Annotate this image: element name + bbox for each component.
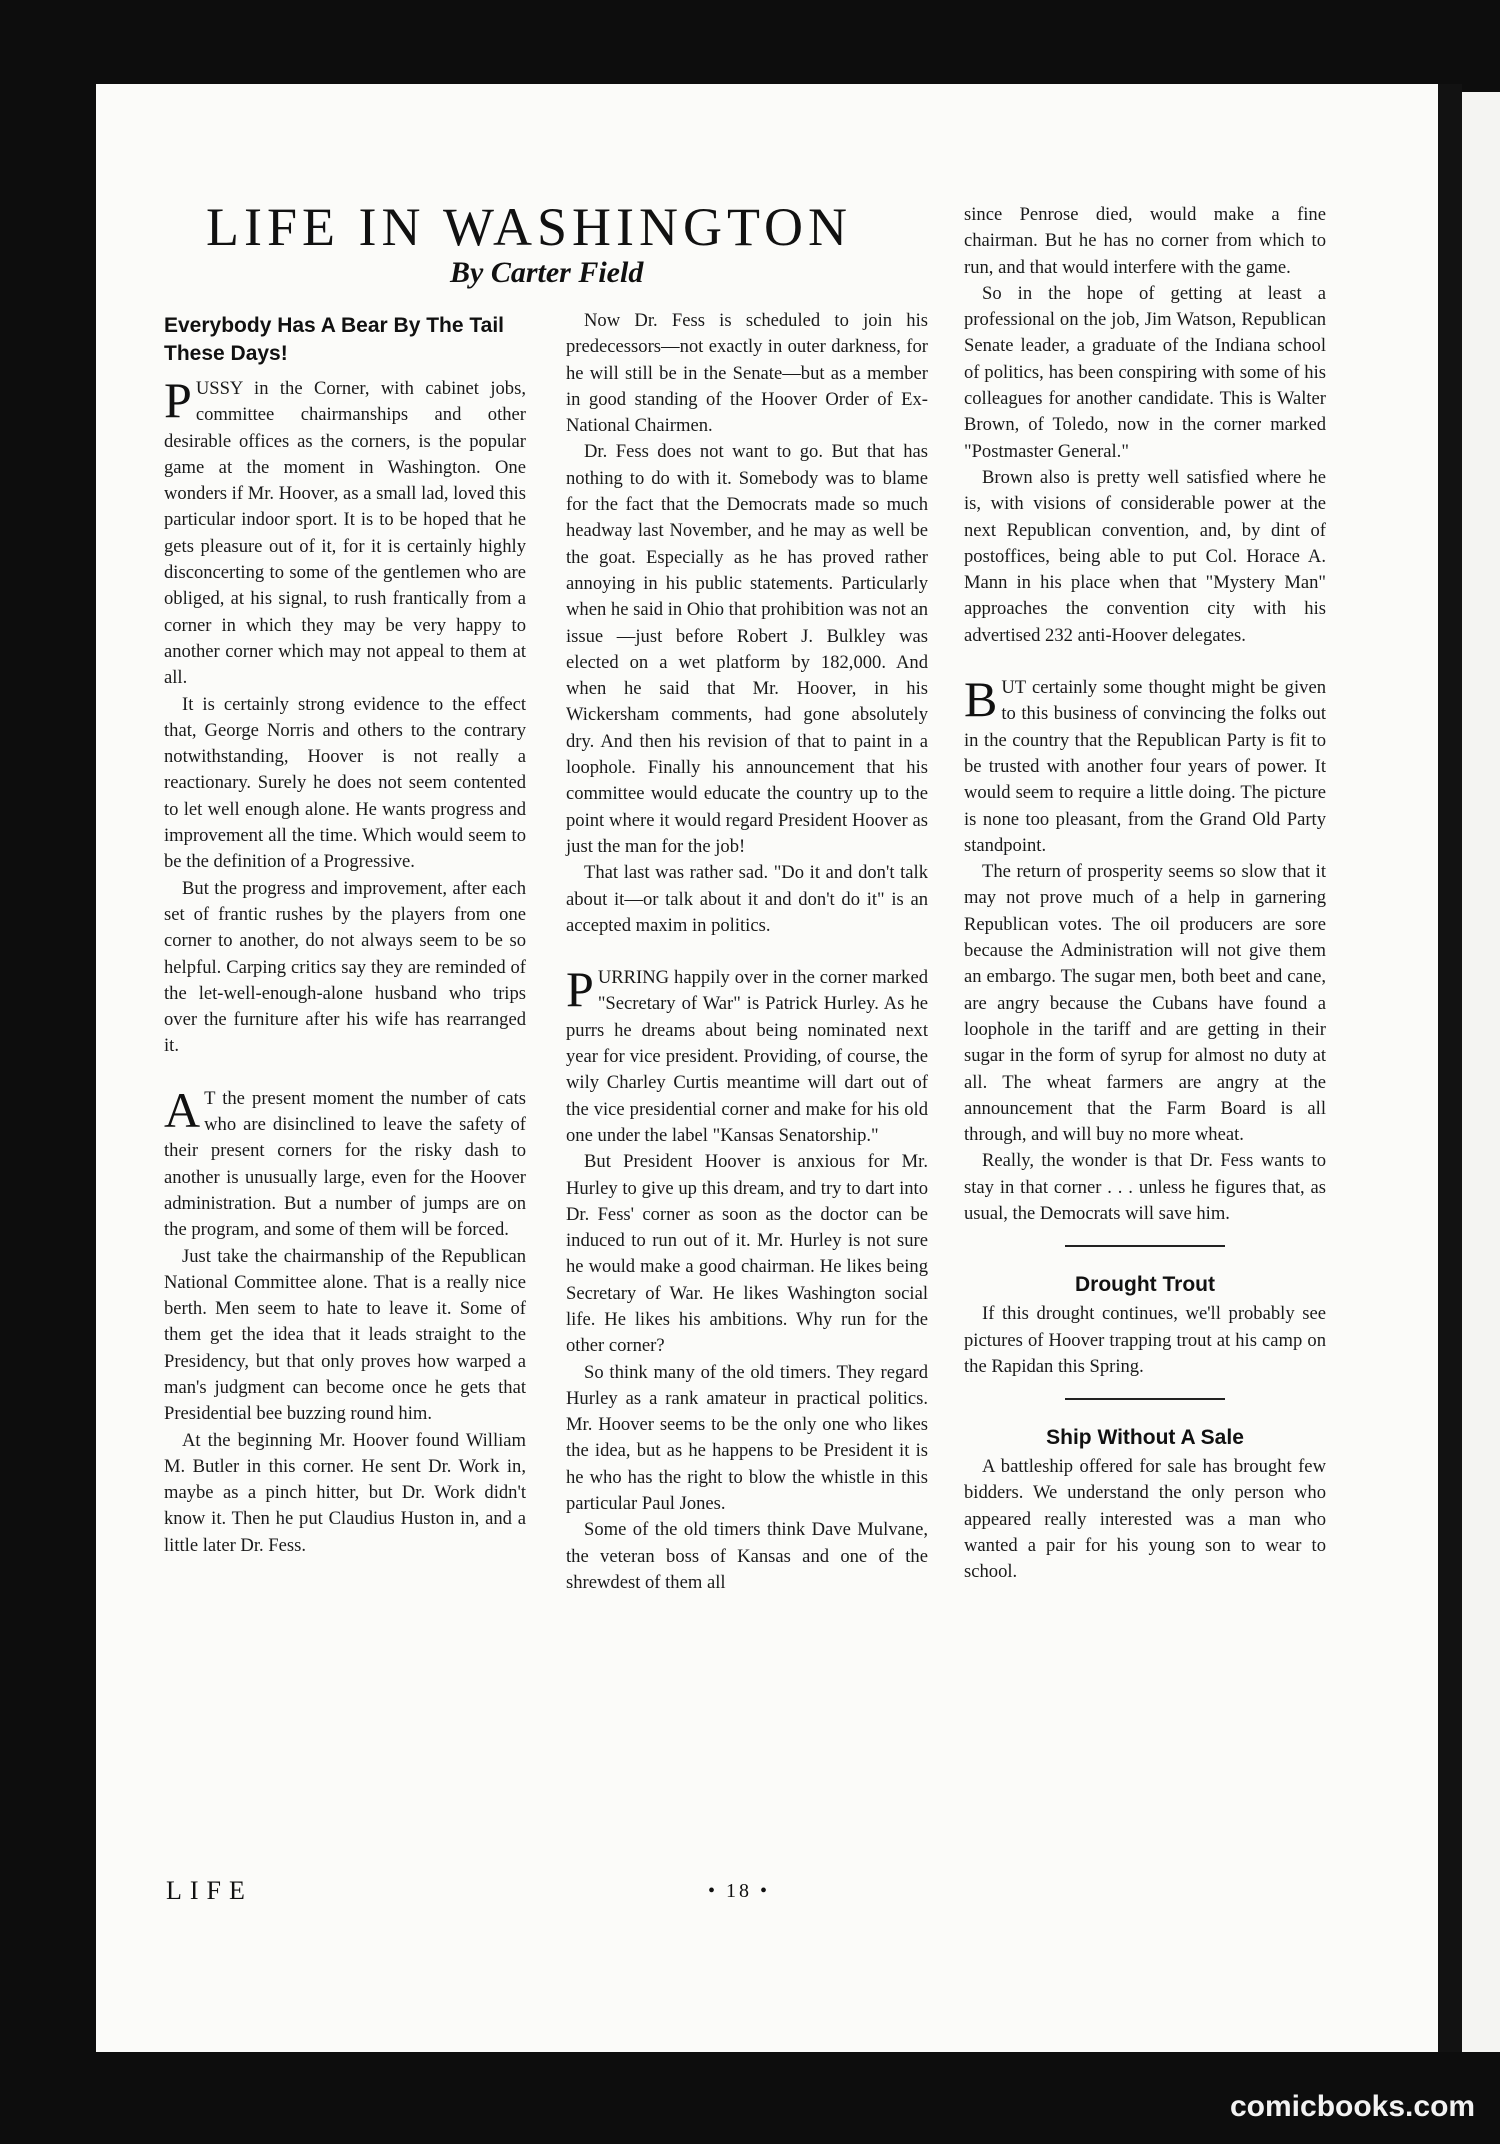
article-paragraph [566,961,928,1149]
article-paragraph [164,1428,526,1559]
article-byline: By Carter Field [450,256,644,289]
paragraph-text: Dr. Fess does not want to go. But that has nothing to do with it. Somebody was to blame for the fact that the Democrats made so much headway last November, and he may as well be the goat. Especially as he has proved rather annoying in his public statements. Particularly when he said in Ohio that prohibition was not an issue —just before Robert J. Bulkley was elected on a wet platform by 182,000. And when he said that Mr. Hoover, in his Wickersham comments, had gone absolutely dry. And then his revision of that to paint in a loophole. Finally his announcement that his committee would educate the country up to the point where it would regard President Hoover as just the man for the job! [566,441,929,857]
drop-cap: B [964,671,998,728]
column-3-text [964,202,1326,1227]
paragraph-text: Now Dr. Fess is scheduled to join his predecessors—not exactly in outer darkness, for he will still be in the Senate—but as a member in good standing of the Hoover Order of Ex-National Chairmen. [566,310,928,437]
article-paragraph [566,308,928,439]
paragraph-text: T the present moment the number of cats who are disinclined to leave the safety of their present corners for the risky dash to another is unusually large, even for the Hoover administration. But a number of jumps are on the program, and some of them will be forced. [164,1087,526,1241]
column-3 [964,202,1326,1586]
article-paragraph [164,692,526,876]
paragraph-text: So in the hope of getting at least a professional on the job, Jim Watson, Republican Senate leader, a graduate of the Indiana school of politics, has been conspiring with some of his colleagues for another candidate. This is Walter Brown, of Toledo, now in the corner marked "Postmaster General." [964,282,1326,462]
paragraph-text: So think many of the old timers. They regard Hurley as a rank amateur in practical politics. Mr. Hoover seems to be the only one who likes the idea, but as he happens to be President it is he who has the right to blow the whistle in this particular Paul Jones. [566,1361,928,1515]
column-2 [566,308,928,1596]
paragraph-text: The return of prosperity seems so slow that it may not prove much of a help in garnering Republican votes. The oil producers are sore because the Administration will not give them an embargo. The sugar men, both beet and cane, are angry because the Cubans have found a loophole in the tariff and are getting in their sugar in the form of syrup for almost no duty at all. The wheat farmers are angry at the announcement that the Farm Board is all through, and will buy no more wheat. [964,861,1326,1146]
article-paragraph [164,1081,526,1244]
paragraph-text: since Penrose died, would make a fine chairman. But he has no corner from which to run, and that would interfere with the game. [964,204,1326,278]
article-paragraph [964,202,1326,281]
paragraph-text: But the progress and improvement, after each set of frantic rushes by the players from one corner to another, do not always seem to be so helpful. Carping critics say they are reminded of the let-well-enough-alone husband who trips over the furniture after his wife has rearranged it. [164,877,526,1057]
page-gutter [1438,84,1462,2052]
sidebar-drought-trout [964,1271,1326,1380]
paragraph-text: USSY in the Corner, with cabinet jobs, committee chairmanships and other desirable offices as the corners, is the popular game at the moment in Washington. One wonders if Mr. Hoover, as a small lad, loved this particular indoor sport. It is to be hoped that he gets pleasure out of it, for it is certainly highly disconcerting to some of the gentlemen who are obliged, at his signal, to rush frantically from a corner in which they may be very happy to another corner which may not appeal to them at all. [164,378,526,689]
column-1-text [164,372,526,1559]
paragraph-text: Really, the wonder is that Dr. Fess wants to stay in that corner . . . unless he figures that, as usual, the Democrats will save him. [964,1150,1326,1224]
section-heading: Everybody Has A Bear By The Tail These Days! [164,314,505,365]
adjacent-page-edge [1462,92,1500,2052]
article-paragraph [964,1148,1326,1227]
sidebar-heading: Ship Without A Sale [1046,1426,1244,1450]
column-1 [164,312,526,1559]
article-paragraph [164,1244,526,1428]
sidebar-ship-without-a-sale [964,1424,1326,1585]
article-paragraph [566,1517,928,1596]
sidebar-heading: Drought Trout [1075,1273,1215,1297]
article-paragraph [566,1149,928,1359]
article-paragraph [964,671,1326,859]
article-paragraph [964,465,1326,649]
watermark: comicbooks.com [1230,2090,1476,2123]
article-paragraph [566,439,928,860]
paragraph-text: It is certainly strong evidence to the effect that, George Norris and others to the contrary notwithstanding, Hoover is not really a reactionary. Surely he does not seem contented to let well enough alone. He wants progress and improvement all the time. Which would seem to be the definition of a Progressive. [164,693,526,873]
paragraph-text: At the beginning Mr. Hoover found William M. Butler in this corner. He sent Dr. Work in, maybe as a pinch hitter, but Dr. Work didn't know it. Then he put Claudius Huston in, and a little later Dr. Fess. [164,1429,526,1556]
magazine-page [96,84,1438,2052]
paragraph-text: URRING happily over in the corner marked "Secretary of War" is Patrick Hurley. As he purrs he dreams about being nominated next year for vice president. Providing, of course, the wily Charley Curtis meantime will dart out of the vice presidential corner and make for his old one under the label "Kansas Senatorship." [566,967,928,1146]
paragraph-text: Brown also is pretty well satisfied where he is, with visions of considerable power at the next Republican convention, and, by dint of postoffices, being able to put Col. Horace A. Mann in his place when that "Mystery Man" approaches the convention city with his advertised 232 anti-Hoover delegates. [964,466,1326,646]
column-2-text [566,308,928,1596]
article-paragraph [566,860,928,939]
sidebar-body: A battleship offered for sale has brought few bidders. We understand the only person who appeared really interested was a man who wanted a pair for his young son to wear to school. [964,1456,1326,1583]
article-paragraph [164,372,526,692]
article-paragraph [566,1360,928,1518]
footer-magazine-name: LIFE [166,1876,253,1905]
sidebar-rule [1065,1398,1225,1400]
sidebar-body: If this drought continues, we'll probably see pictures of Hoover trapping trout at his camp on the Rapidan this Spring. [964,1303,1326,1377]
drop-cap: P [566,961,594,1018]
paragraph-text: That last was rather sad. "Do it and don't talk about it—or talk about it and don't do it" is an accepted maxim in politics. [566,862,928,936]
page-number: • 18 • [708,1880,771,1902]
paragraph-text: Some of the old timers think Dave Mulvane, the veteran boss of Kansas and one of the shrewdest of them all [566,1519,928,1593]
article-paragraph [164,876,526,1060]
paragraph-text: But President Hoover is anxious for Mr. Hurley to give up this dream, and try to dart into Dr. Fess' corner as soon as the doctor can be induced to run out of it. Mr. Hurley is not sure he would make a good chairman. He likes being Secretary of War. He likes Washington social life. He likes his ambitions. Why run for the other corner? [566,1151,928,1357]
sidebar-rule [1065,1245,1225,1247]
paragraph-text: UT certainly some thought might be given to this business of convincing the folks out in the country that the Republican Party is fit to be trusted with another four years of power. It would seem to require a little doing. The picture is none too pleasant, from the Grand Old Party standpoint. [964,677,1326,856]
article-paragraph [964,281,1326,465]
drop-cap: A [164,1081,201,1138]
article-paragraph [964,859,1326,1148]
paragraph-text: Just take the chairmanship of the Republican National Committee alone. That is a really nice berth. Men seem to hate to leave it. Some of them get the idea that it leads straight to the Presidency, but that only proves how warped a man's judgment can become once he gets that Presidential bee buzzing round him. [164,1245,526,1425]
article-title: LIFE IN WASHINGTON [206,197,852,257]
drop-cap: P [164,372,192,428]
